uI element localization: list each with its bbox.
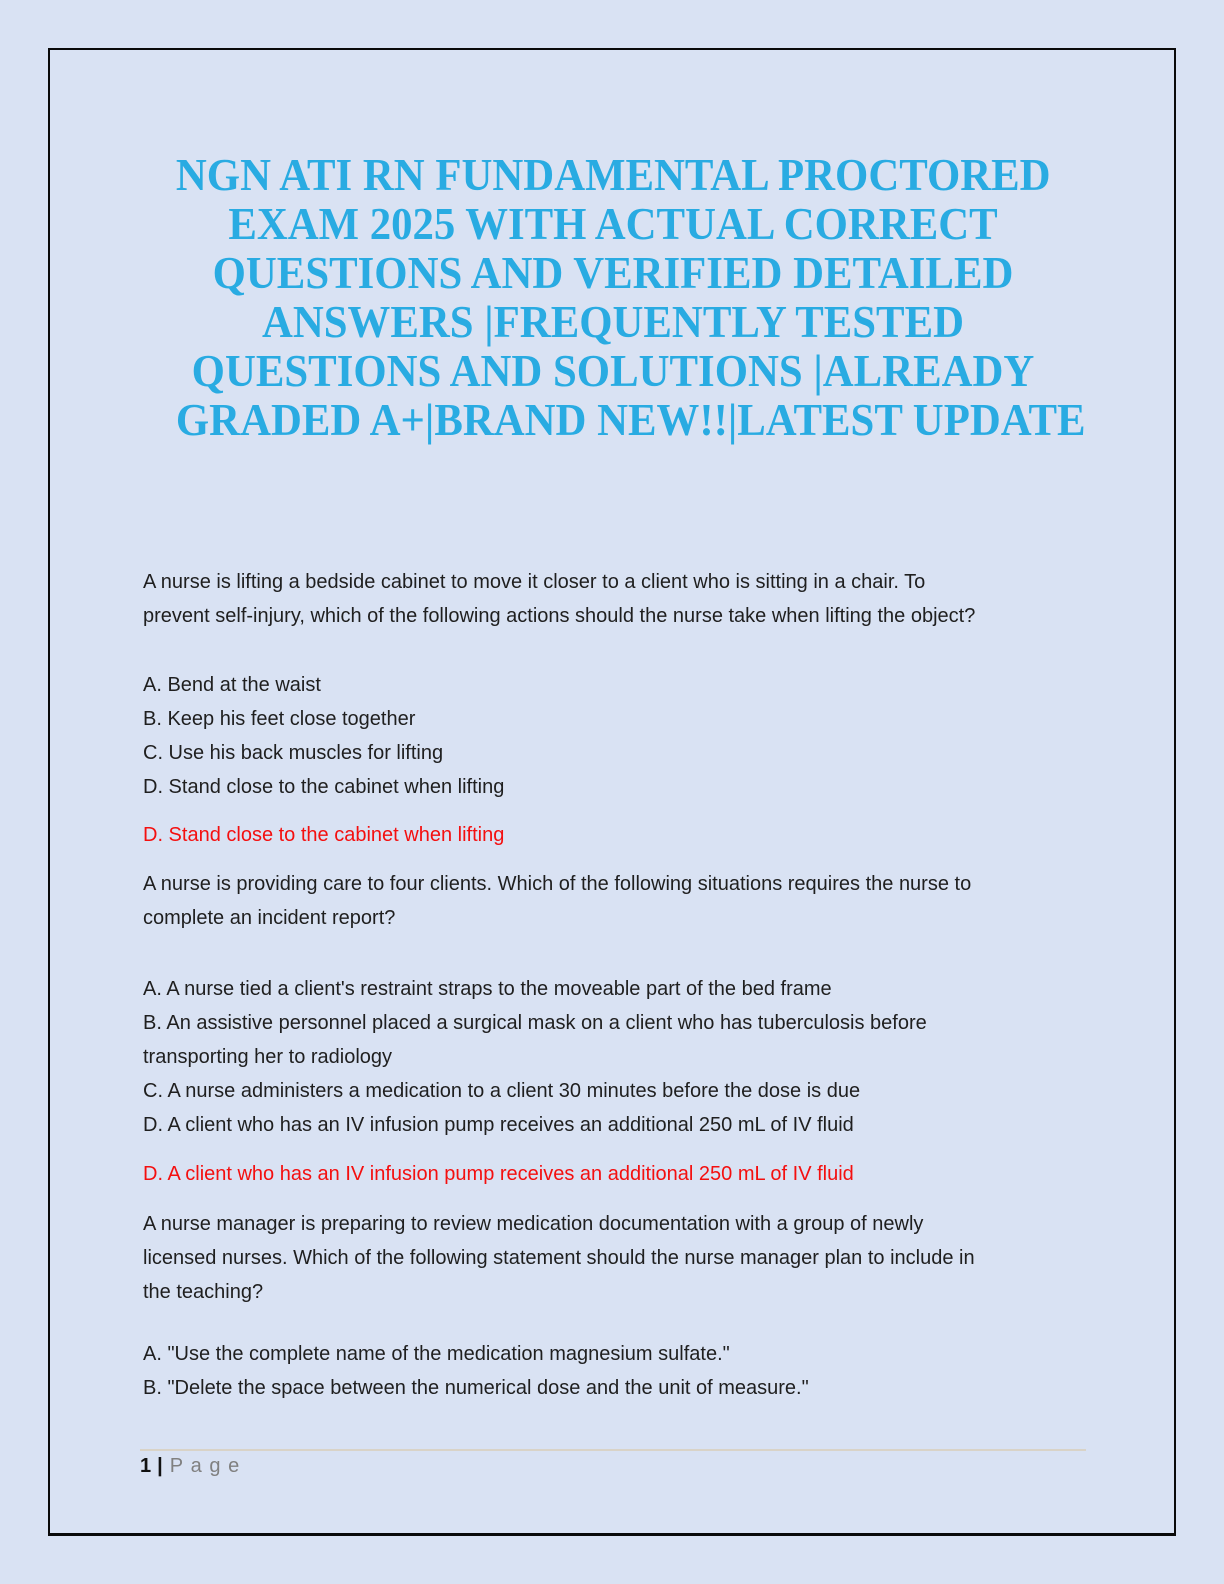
page-footer	[140, 1449, 1086, 1478]
question-stem-line: the teaching?	[143, 1281, 264, 1303]
answer-option-line: transporting her to radiology	[143, 1046, 393, 1068]
question-stem-line: A nurse manager is preparing to review medication documentation with a group of newly	[143, 1213, 924, 1235]
question-stem-line: complete an incident report?	[143, 907, 396, 929]
title-line: NGN ATI RN FUNDAMENTAL PROCTORED	[175, 149, 1051, 200]
title-line: ANSWERS |FREQUENTLY TESTED	[261, 296, 965, 347]
title-line: EXAM 2025 WITH ACTUAL CORRECT	[228, 198, 998, 249]
title-line: GRADED A+|BRAND NEW!!|LATEST UPDATE	[175, 394, 1086, 445]
question-block-3	[143, 1207, 1083, 1405]
question-stem-line: prevent self-injury, which of the following actions should the nurse take when lifting the object?	[143, 605, 976, 627]
answer-option-line: D. Stand close to the cabinet when lifting	[143, 776, 505, 798]
correct-answer-line: D. A client who has an IV infusion pump receives an additional 250 mL of IV fluid	[143, 1163, 854, 1185]
answer-option-line: B. An assistive personnel placed a surgical mask on a client who has tuberculosis before	[143, 1012, 927, 1034]
footer-page-label: Page	[169, 1455, 247, 1477]
title-line: QUESTIONS AND VERIFIED DETAILED	[212, 247, 1014, 298]
document-title	[175, 149, 1086, 445]
footer-separator: |	[157, 1455, 163, 1477]
title-line: QUESTIONS AND SOLUTIONS |ALREADY	[191, 345, 1035, 396]
answer-option-line: A. "Use the complete name of the medication magnesium sulfate."	[143, 1343, 730, 1365]
answer-option-line: B. Keep his feet close together	[143, 708, 416, 730]
document-content	[143, 50, 1086, 1405]
answer-option-line: A. Bend at the waist	[143, 674, 321, 696]
question-stem-line: A nurse is providing care to four clients. Which of the following situations requires the nurse to	[143, 873, 972, 895]
footer-page-number: 1	[140, 1455, 152, 1477]
answer-option-line: A. A nurse tied a client's restraint straps to the moveable part of the bed frame	[143, 978, 832, 1000]
question-stem-line: licensed nurses. Which of the following statement should the nurse manager plan to include in	[143, 1247, 975, 1269]
page-border-frame	[48, 48, 1176, 1536]
question-stem-line: A nurse is lifting a bedside cabinet to move it closer to a client who is sitting in a chair. To	[143, 571, 926, 593]
answer-option-line: D. A client who has an IV infusion pump receives an additional 250 mL of IV fluid	[143, 1114, 854, 1136]
answer-option-line: C. Use his back muscles for lifting	[143, 742, 444, 764]
footer-text	[140, 1454, 1086, 1478]
question-block-2	[143, 867, 1083, 1191]
question-block-1	[143, 565, 1083, 852]
answer-option-line: B. "Delete the space between the numerical dose and the unit of measure."	[143, 1377, 809, 1399]
correct-answer-line: D. Stand close to the cabinet when lifting	[143, 824, 505, 846]
answer-option-line: C. A nurse administers a medication to a client 30 minutes before the dose is due	[143, 1080, 861, 1102]
